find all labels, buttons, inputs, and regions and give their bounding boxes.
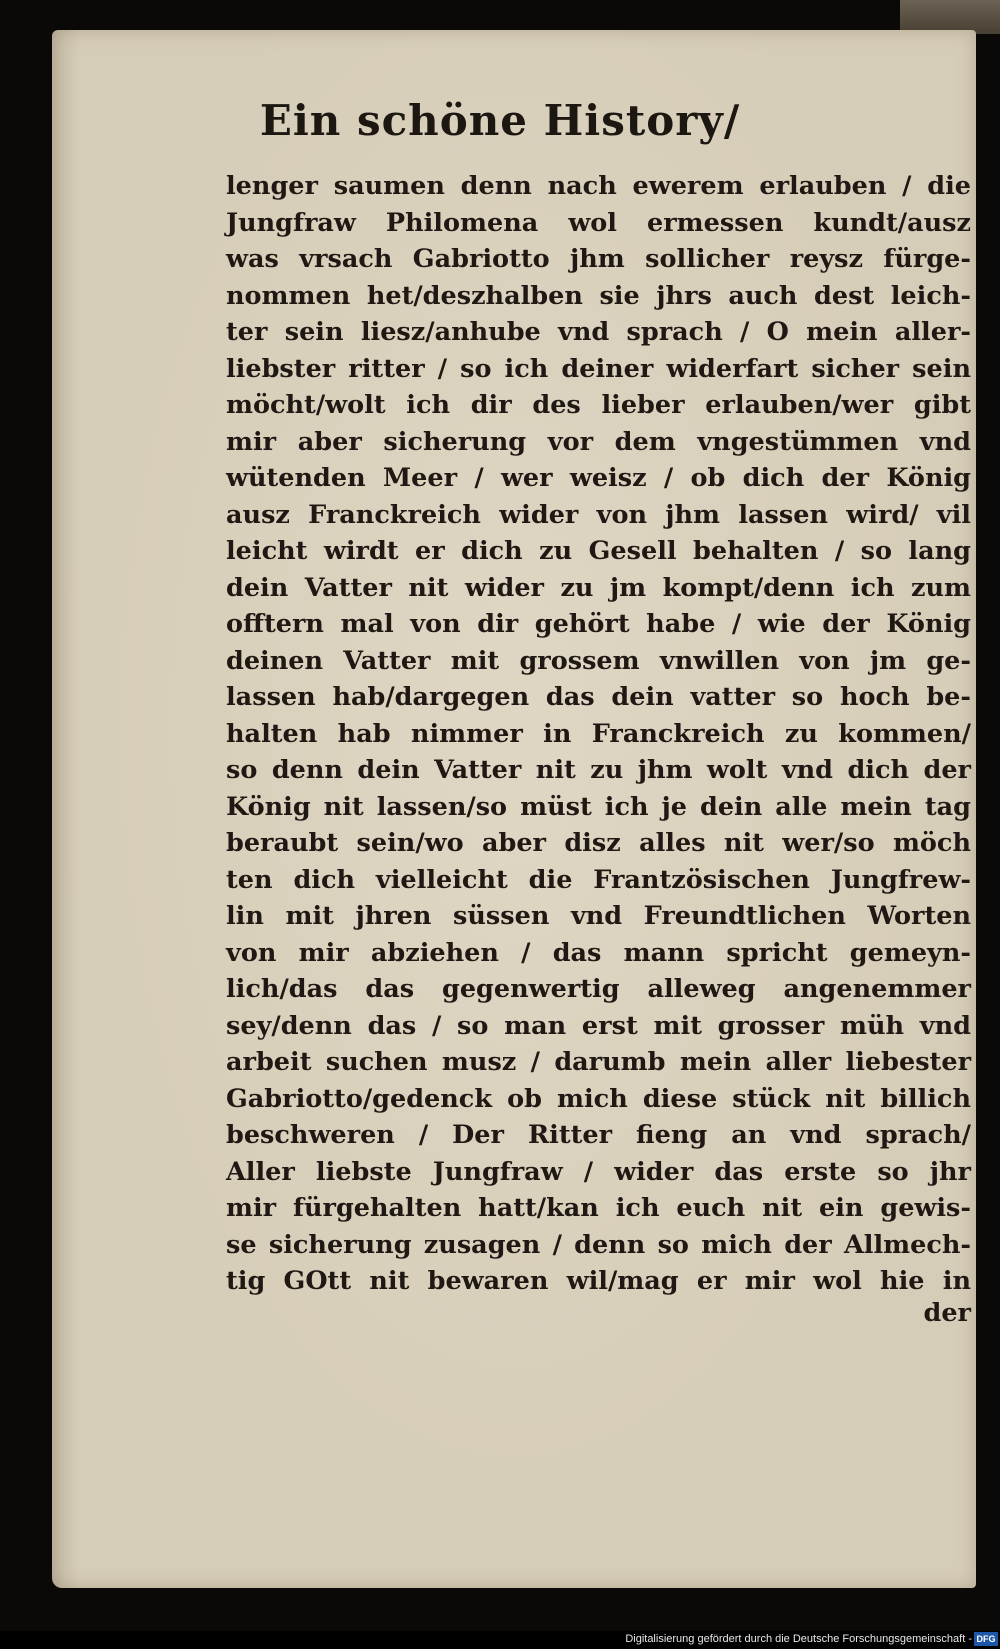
text-line: lin mit jhren süssen vnd Freundtlichen Worten <box>226 901 971 931</box>
text-line: halten hab nimmer in Franckreich zu kommen/ <box>226 718 971 749</box>
funding-credit: Digitalisierung gefördert durch die Deutsche Forschungsgemeinschaft - <box>625 1633 972 1645</box>
text-line: dein Vatter nit wider zu jm kompt/denn ich zum <box>226 572 971 603</box>
adjacent-page-edge <box>900 0 1000 34</box>
text-line: so denn dein Vatter nit zu jhm wolt vnd dich der <box>226 755 971 785</box>
text-line: sey/denn das / so man erst mit grosser müh vnd <box>226 1010 971 1041</box>
text-line: was vrsach Gabriotto jhm sollicher reysz fürge- <box>226 244 971 274</box>
text-line: arbeit suchen musz / darumb mein aller liebester <box>226 1047 971 1077</box>
text-line: lenger saumen denn nach ewerem erlauben / die <box>226 171 971 201</box>
running-head: Ein schöne History/ <box>259 96 741 145</box>
text-line: wütenden Meer / wer weisz / ob dich der König <box>226 463 971 493</box>
text-line: lich/das das gegenwertig alleweg angenemmer <box>226 974 971 1004</box>
text-line: ter sein liesz/anhube vnd sprach / O mein aller- <box>226 317 971 347</box>
text-line: von mir abziehen / das mann spricht gemeyn- <box>226 937 971 968</box>
text-line: mir fürgehalten hatt/kan ich euch nit ein gewis- <box>226 1193 971 1223</box>
text-line: liebster ritter / so ich deiner widerfart sicher sein <box>226 353 971 384</box>
text-line: beraubt sein/wo aber disz alles nit wer/so möch <box>226 828 971 858</box>
text-line: König nit lassen/so müst ich je dein alle mein tag <box>226 791 971 822</box>
text-line: Jungfraw Philomena wol ermessen kundt/ausz <box>226 207 971 238</box>
text-line: mir aber sicherung vor dem vngestümmen vnd <box>226 426 971 457</box>
dfg-logo: DFG <box>974 1632 998 1646</box>
text-line: möcht/wolt ich dir des lieber erlauben/wer gibt <box>226 390 971 420</box>
text-line: Aller liebste Jungfraw / wider das erste so jhr <box>226 1156 971 1187</box>
text-line: ten dich vielleicht die Frantzösischen Jungfrew- <box>226 864 971 895</box>
text-line: leicht wirdt er dich zu Gesell behalten / so lang <box>226 536 971 566</box>
catchword: der <box>923 1298 971 1328</box>
text-line: offtern mal von dir gehört habe / wie der König <box>226 609 971 639</box>
body-text <box>226 168 971 1300</box>
text-line: se sicherung zusagen / denn so mich der Allmech- <box>226 1229 971 1260</box>
text-line: lassen hab/dargegen das dein vatter so hoch be- <box>226 682 971 712</box>
text-line: deinen Vatter mit grossem vnwillen von jm ge- <box>226 645 971 676</box>
text-line: ausz Franckreich wider von jhm lassen wird/ vil <box>226 499 971 530</box>
text-line: tig GOtt nit bewaren wil/mag er mir wol hie in <box>226 1266 971 1296</box>
text-line: beschweren / Der Ritter fieng an vnd sprach/ <box>226 1120 971 1150</box>
text-line: nommen het/deszhalben sie jhrs auch dest leich- <box>226 280 971 311</box>
text-line: Gabriotto/gedenck ob mich diese stück nit billich <box>226 1083 971 1114</box>
